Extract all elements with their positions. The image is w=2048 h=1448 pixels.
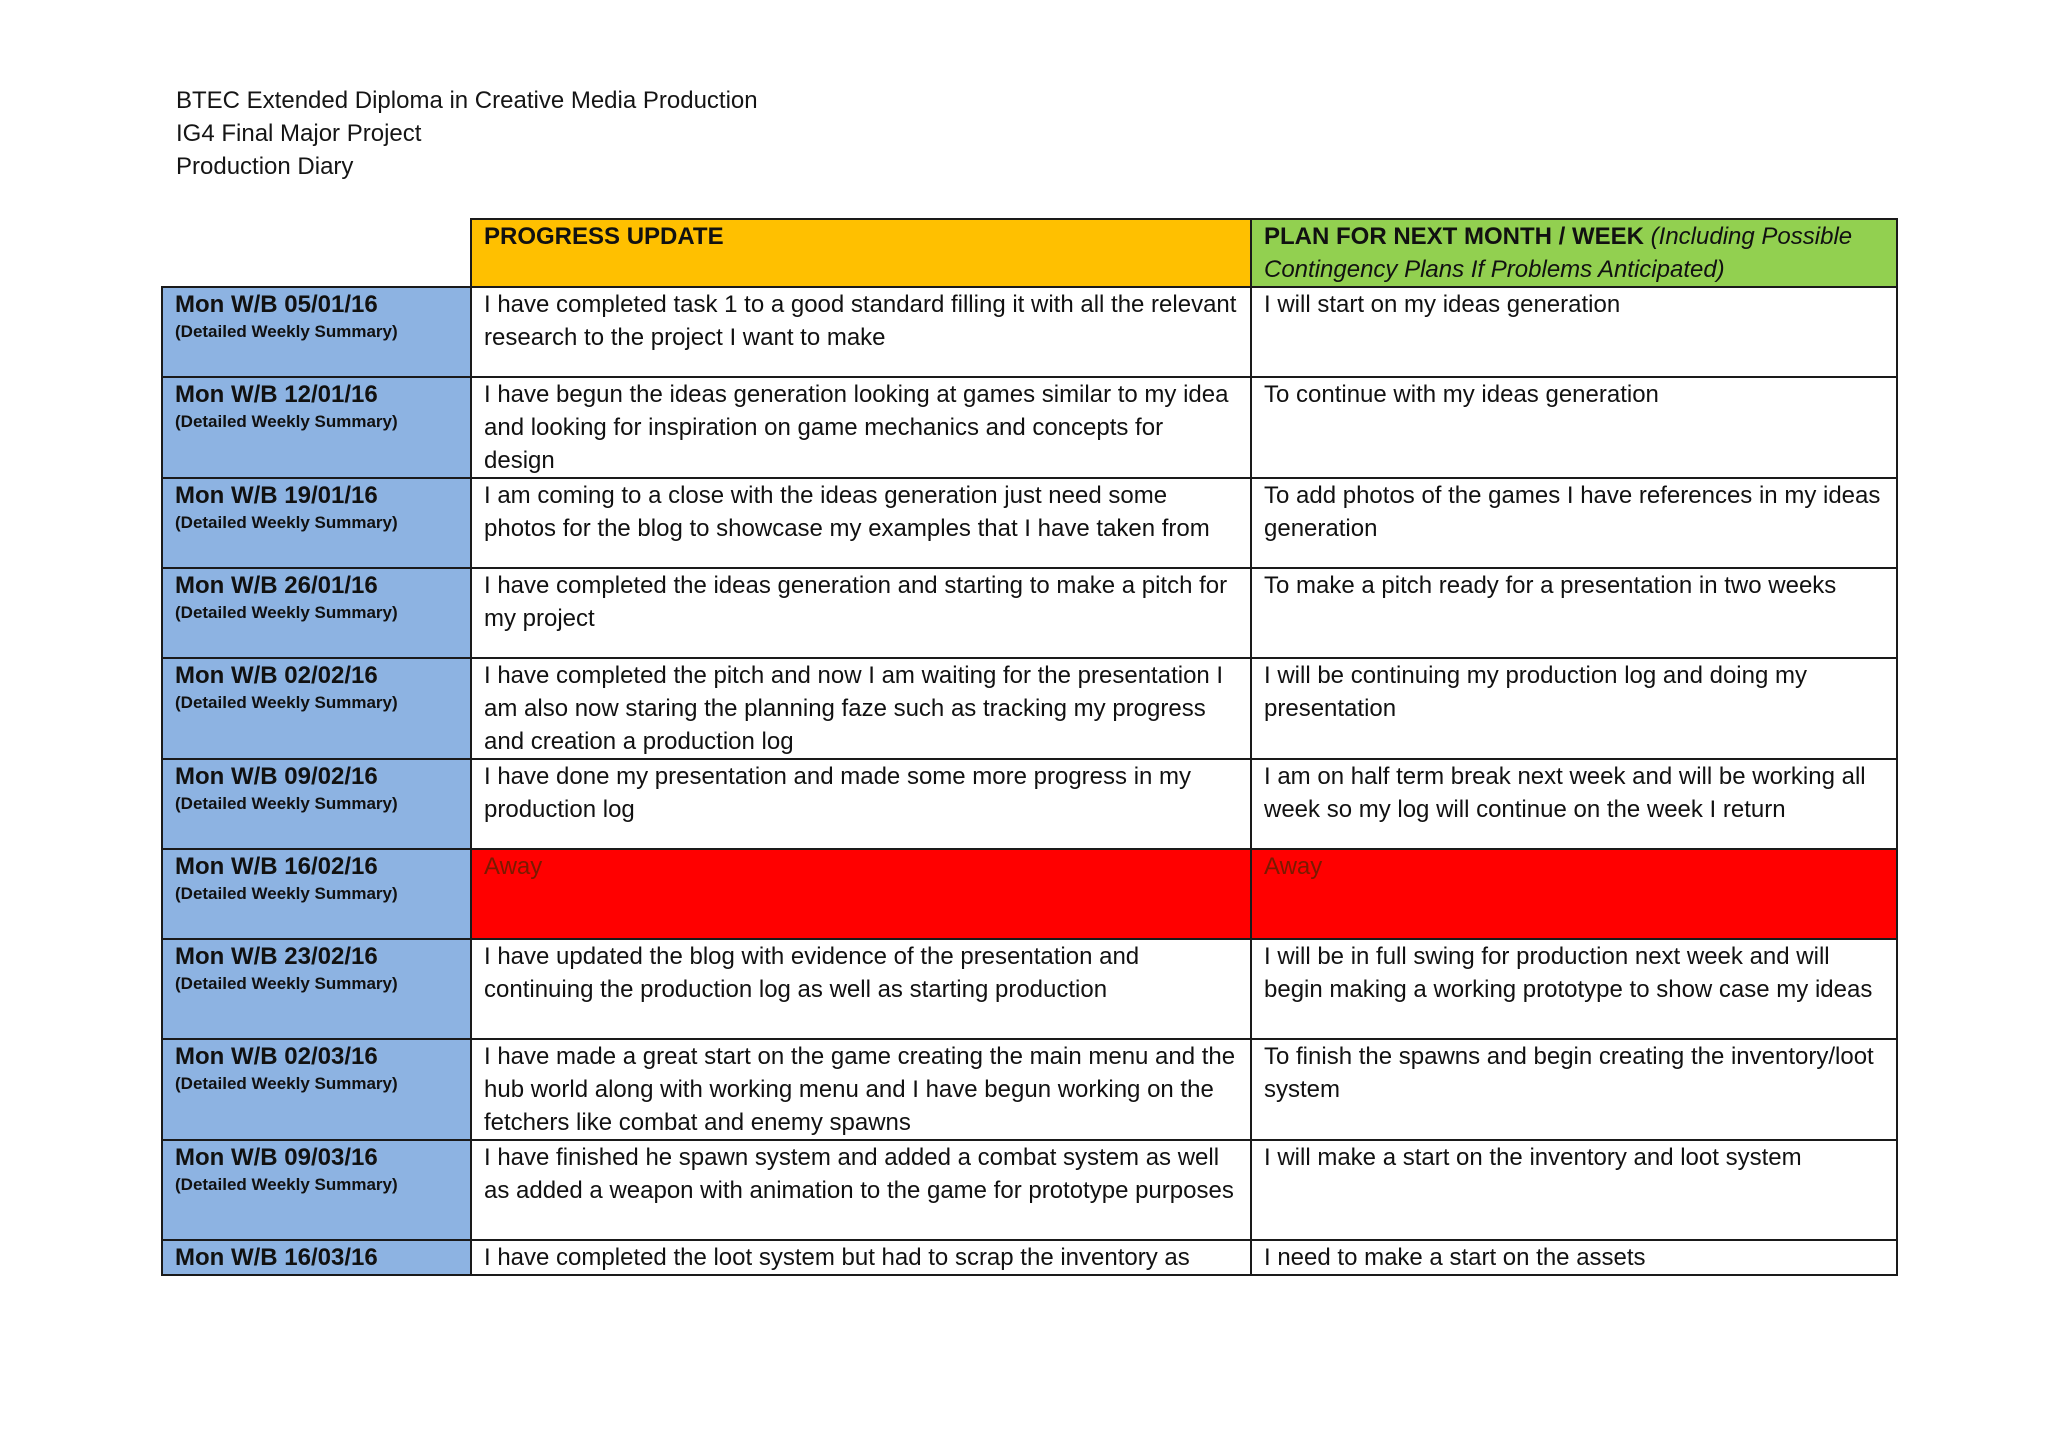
plan-cell bbox=[1251, 287, 1897, 377]
course-title: BTEC Extended Diploma in Creative Media Production bbox=[176, 87, 758, 114]
progress-cell-away bbox=[471, 849, 1251, 939]
plan-text: To finish the spawns and begin creating the inventory/loot system bbox=[1264, 1043, 1874, 1103]
progress-cell bbox=[471, 568, 1251, 658]
week-subtitle: (Detailed Weekly Summary) bbox=[175, 412, 398, 431]
progress-text: I have completed the ideas generation and starting to make a pitch for my project bbox=[484, 572, 1228, 632]
plan-header-note: (Including Possible Contingency Plans If Problems Anticipated) bbox=[1264, 223, 1853, 283]
week-label: Mon W/B 02/02/16 bbox=[175, 662, 378, 689]
table-row bbox=[162, 759, 1897, 849]
progress-text: I have completed task 1 to a good standard filling it with all the relevant research to the project I want to make bbox=[484, 291, 1237, 351]
week-cell bbox=[162, 1240, 471, 1275]
week-label: Mon W/B 23/02/16 bbox=[175, 943, 378, 970]
week-cell bbox=[162, 377, 471, 478]
progress-cell bbox=[471, 478, 1251, 568]
plan-text: To add photos of the games I have references in my ideas generation bbox=[1264, 482, 1881, 542]
progress-text: I have updated the blog with evidence of the presentation and continuing the production log as well as starting production bbox=[484, 943, 1140, 1003]
plan-text: To continue with my ideas generation bbox=[1264, 381, 1659, 408]
table-row-away bbox=[162, 849, 1897, 939]
week-label: Mon W/B 19/01/16 bbox=[175, 482, 378, 509]
progress-text: I have completed the loot system but had to scrap the inventory as bbox=[484, 1244, 1190, 1271]
week-subtitle: (Detailed Weekly Summary) bbox=[175, 1175, 398, 1194]
plan-cell bbox=[1251, 568, 1897, 658]
week-cell bbox=[162, 1140, 471, 1240]
production-diary-table bbox=[161, 218, 1898, 1276]
progress-cell bbox=[471, 1039, 1251, 1140]
progress-text: I have begun the ideas generation looking at games similar to my idea and looking for inspiration on game mechanics and concepts for design bbox=[484, 381, 1229, 474]
table-row bbox=[162, 568, 1897, 658]
diary-title: Production Diary bbox=[176, 153, 354, 180]
plan-header-label: PLAN FOR NEXT MONTH / WEEK bbox=[1264, 223, 1644, 250]
table-row bbox=[162, 478, 1897, 568]
header-corner bbox=[162, 219, 471, 287]
week-label: Mon W/B 05/01/16 bbox=[175, 291, 378, 318]
table-row bbox=[162, 1240, 1897, 1275]
plan-header bbox=[1251, 219, 1897, 287]
progress-text: I have finished he spawn system and added a combat system as well as added a weapon with animation to the game for prototype purposes bbox=[484, 1144, 1234, 1204]
plan-text: I will be in full swing for production next week and will begin making a working prototype to show case my ideas bbox=[1264, 943, 1873, 1003]
progress-update-header bbox=[471, 219, 1251, 287]
project-title: IG4 Final Major Project bbox=[176, 120, 422, 147]
week-cell bbox=[162, 939, 471, 1039]
plan-cell bbox=[1251, 377, 1897, 478]
plan-cell bbox=[1251, 658, 1897, 759]
week-label: Mon W/B 16/03/16 bbox=[175, 1244, 378, 1271]
week-cell bbox=[162, 287, 471, 377]
progress-cell bbox=[471, 1240, 1251, 1275]
week-subtitle: (Detailed Weekly Summary) bbox=[175, 884, 398, 903]
week-label: Mon W/B 02/03/16 bbox=[175, 1043, 378, 1070]
plan-text: To make a pitch ready for a presentation in two weeks bbox=[1264, 572, 1837, 599]
week-cell bbox=[162, 478, 471, 568]
plan-text: I will be continuing my production log and doing my presentation bbox=[1264, 662, 1807, 722]
plan-cell bbox=[1251, 478, 1897, 568]
week-subtitle: (Detailed Weekly Summary) bbox=[175, 603, 398, 622]
plan-cell bbox=[1251, 759, 1897, 849]
document-heading bbox=[176, 84, 758, 183]
plan-text: Away bbox=[1264, 853, 1323, 880]
week-label: Mon W/B 26/01/16 bbox=[175, 572, 378, 599]
plan-cell bbox=[1251, 1140, 1897, 1240]
plan-text: I will start on my ideas generation bbox=[1264, 291, 1621, 318]
progress-cell bbox=[471, 377, 1251, 478]
week-cell bbox=[162, 1039, 471, 1140]
progress-text: I have done my presentation and made some more progress in my production log bbox=[484, 763, 1192, 823]
week-cell bbox=[162, 759, 471, 849]
week-subtitle: (Detailed Weekly Summary) bbox=[175, 693, 398, 712]
week-subtitle: (Detailed Weekly Summary) bbox=[175, 1074, 398, 1093]
week-subtitle: (Detailed Weekly Summary) bbox=[175, 322, 398, 341]
plan-cell bbox=[1251, 1039, 1897, 1140]
week-subtitle: (Detailed Weekly Summary) bbox=[175, 974, 398, 993]
week-subtitle: (Detailed Weekly Summary) bbox=[175, 794, 398, 813]
table-row bbox=[162, 377, 1897, 478]
progress-cell bbox=[471, 1140, 1251, 1240]
week-label: Mon W/B 12/01/16 bbox=[175, 381, 378, 408]
table-row bbox=[162, 287, 1897, 377]
progress-text: Away bbox=[484, 853, 543, 880]
plan-cell-away bbox=[1251, 849, 1897, 939]
week-cell bbox=[162, 658, 471, 759]
week-label: Mon W/B 09/02/16 bbox=[175, 763, 378, 790]
table-header-row bbox=[162, 219, 1897, 287]
plan-text: I will make a start on the inventory and loot system bbox=[1264, 1144, 1802, 1171]
plan-cell bbox=[1251, 939, 1897, 1039]
progress-cell bbox=[471, 287, 1251, 377]
progress-update-header-label: PROGRESS UPDATE bbox=[484, 223, 724, 250]
week-cell bbox=[162, 568, 471, 658]
plan-text: I am on half term break next week and will be working all week so my log will continue on the week I return bbox=[1264, 763, 1866, 823]
table-row bbox=[162, 1140, 1897, 1240]
week-label: Mon W/B 16/02/16 bbox=[175, 853, 378, 880]
plan-cell bbox=[1251, 1240, 1897, 1275]
table-row bbox=[162, 939, 1897, 1039]
progress-text: I have made a great start on the game creating the main menu and the hub world along with working menu and I have begun working on the fetchers like combat and enemy spawns bbox=[484, 1043, 1236, 1136]
table-row bbox=[162, 658, 1897, 759]
week-cell bbox=[162, 849, 471, 939]
plan-text: I need to make a start on the assets bbox=[1264, 1244, 1646, 1271]
table-row bbox=[162, 1039, 1897, 1140]
progress-text: I have completed the pitch and now I am waiting for the presentation I am also now staring the planning faze such as tracking my progress and creation a production log bbox=[484, 662, 1224, 755]
progress-cell bbox=[471, 939, 1251, 1039]
progress-text: I am coming to a close with the ideas generation just need some photos for the blog to showcase my examples that I have taken from bbox=[484, 482, 1210, 542]
week-subtitle: (Detailed Weekly Summary) bbox=[175, 513, 398, 532]
progress-cell bbox=[471, 759, 1251, 849]
progress-cell bbox=[471, 658, 1251, 759]
week-label: Mon W/B 09/03/16 bbox=[175, 1144, 378, 1171]
